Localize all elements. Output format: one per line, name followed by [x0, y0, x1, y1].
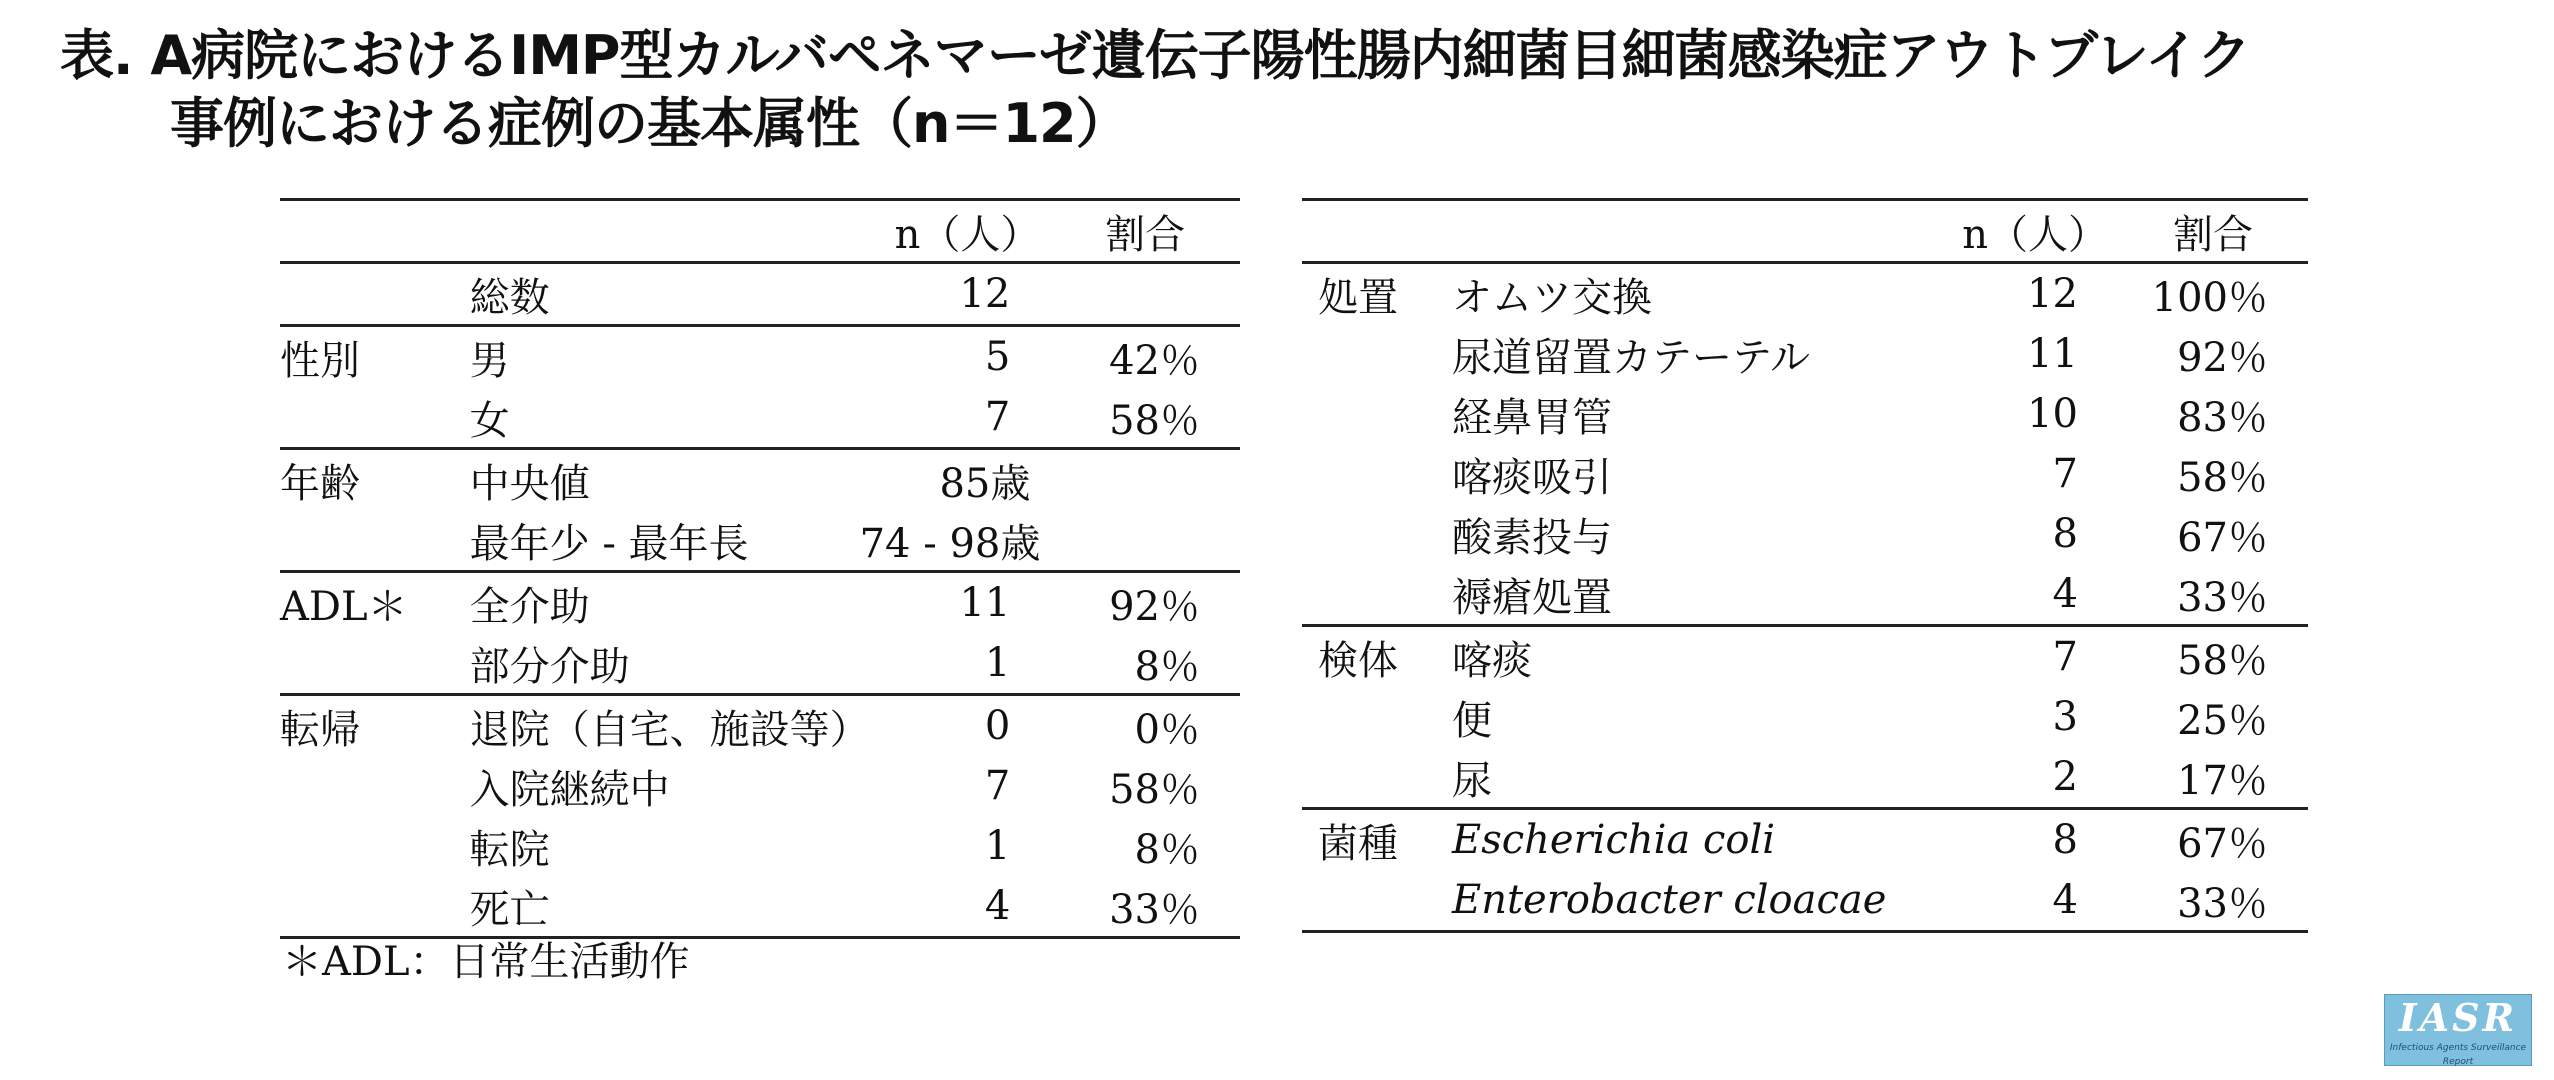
header-percent: 割合 — [2118, 200, 2308, 263]
row-n: 0 — [984, 703, 1011, 749]
row-percent: 58％ — [1050, 387, 1240, 449]
row-percent: 33％ — [2118, 564, 2308, 626]
row-label: 中央値 — [469, 460, 590, 507]
row-label: 男 — [469, 337, 510, 384]
row-percent: 58％ — [1109, 766, 1200, 813]
table-row — [280, 695, 1240, 757]
row-label: 退院（自宅、施設等） — [469, 706, 870, 753]
footnote: ＊ADL：日常生活動作 — [282, 939, 690, 985]
table-row — [280, 449, 1240, 511]
iasr-logo — [2384, 994, 2532, 1066]
header-percent: 割合 — [1050, 200, 1240, 263]
table-row — [280, 816, 1240, 876]
table-row — [280, 756, 1240, 816]
row-n: 4 — [1938, 564, 2118, 626]
row-n: 12 — [2027, 271, 2078, 317]
row-label: 死亡 — [470, 876, 870, 938]
title-line-1: 表. A病院におけるIMP型カルバペネマーゼ遺伝子陽性腸内細菌目細菌感染症アウトブレイク — [60, 24, 2251, 87]
logo-text: IASR — [2398, 995, 2518, 1040]
row-percent: 8％ — [1134, 826, 1200, 873]
table-row — [1302, 504, 2308, 564]
row-percent: 33％ — [1050, 876, 1240, 938]
row-percent: 0％ — [1134, 706, 1200, 753]
row-n: 7 — [2052, 451, 2078, 497]
row-n: 11 — [2027, 331, 2078, 377]
group-label: 処置 — [1318, 274, 1398, 321]
row-n: 4 — [1938, 870, 2118, 932]
patient-attributes-table — [280, 198, 1240, 939]
row-percent: 17％ — [2118, 747, 2308, 809]
header-n: n（人） — [870, 200, 1051, 263]
row-label: 部分介助 — [470, 633, 870, 695]
row-n: 2 — [1938, 747, 2118, 809]
group-label: 菌種 — [1318, 820, 1398, 867]
row-percent: 67％ — [2177, 820, 2268, 867]
row-n: 7 — [984, 763, 1011, 809]
row-n: 1 — [984, 823, 1011, 869]
row-percent: 58％ — [2177, 637, 2268, 684]
row-n: 1 — [870, 633, 1051, 695]
table-row — [1302, 870, 2308, 932]
row-label: 尿道留置カテーテル — [1452, 334, 1810, 381]
row-percent: 83％ — [2177, 394, 2268, 441]
table-row — [1302, 809, 2308, 871]
row-percent: 42％ — [1109, 337, 1200, 384]
row-value: 74 - 98歳 — [860, 510, 1041, 572]
row-n: 3 — [2052, 694, 2078, 740]
row-n: 7 — [870, 387, 1051, 449]
table-title — [60, 22, 2520, 158]
row-percent: 100％ — [2151, 274, 2268, 321]
row-percent: 92％ — [2177, 334, 2268, 381]
group-label: 性別 — [280, 337, 360, 384]
row-label: Escherichia coli — [1452, 817, 1776, 863]
treatment-specimen-table — [1302, 198, 2308, 933]
row-label: 尿 — [1452, 747, 1938, 809]
row-percent: 33％ — [2118, 870, 2308, 932]
group-label: ADL＊ — [280, 583, 408, 630]
row-label: 全介助 — [469, 583, 590, 630]
table-row — [1302, 384, 2308, 444]
row-label: 入院継続中 — [469, 766, 670, 813]
table-row — [280, 326, 1240, 388]
table-row — [1302, 626, 2308, 688]
row-label: 最年少 - 最年長 — [470, 510, 870, 572]
row-n: 10 — [2027, 391, 2078, 437]
row-n: 12 — [870, 263, 1051, 326]
table-row — [280, 387, 1240, 449]
group-label: 転帰 — [280, 706, 360, 753]
row-label: 転院 — [469, 826, 550, 873]
group-label: 年齢 — [280, 460, 360, 507]
table-row — [1302, 263, 2308, 325]
row-label: 総数 — [470, 263, 870, 326]
header-n: n（人） — [1938, 200, 2118, 263]
row-value: 85歳 — [939, 460, 1031, 507]
row-n: 7 — [2052, 634, 2078, 680]
row-label: 便 — [1452, 697, 1492, 744]
row-n: 11 — [959, 580, 1011, 626]
table-row — [280, 510, 1240, 572]
table-row — [280, 876, 1240, 938]
table-row — [280, 633, 1240, 695]
table-row — [1302, 747, 2308, 809]
row-percent: 92％ — [1109, 583, 1200, 630]
row-n: 8 — [2052, 511, 2078, 557]
row-label: 経鼻胃管 — [1452, 394, 1612, 441]
table-row — [1302, 444, 2308, 504]
row-label: Enterobacter cloacae — [1452, 870, 1938, 932]
table-row — [1302, 564, 2308, 626]
row-percent: 67％ — [2177, 514, 2268, 561]
row-label: 女 — [470, 387, 870, 449]
row-percent: 58％ — [2177, 454, 2268, 501]
row-label: 喀痰吸引 — [1452, 454, 1612, 501]
row-n: 4 — [870, 876, 1051, 938]
row-n: 5 — [984, 334, 1011, 380]
table-row — [280, 572, 1240, 634]
row-label: 酸素投与 — [1452, 514, 1612, 561]
row-percent: 25％ — [2177, 697, 2268, 744]
row-n: 8 — [2052, 817, 2078, 863]
table-row — [1302, 687, 2308, 747]
row-label: 喀痰 — [1452, 637, 1532, 684]
row-label: 褥瘡処置 — [1452, 564, 1938, 626]
logo-subtext: Infectious Agents Surveillance Report — [2389, 1043, 2527, 1067]
row-label: オムツ交換 — [1452, 274, 1652, 321]
table-row — [280, 263, 1240, 326]
title-line-2: 事例における症例の基本属性（n＝12） — [170, 92, 1129, 155]
table-row — [1302, 324, 2308, 384]
group-label: 検体 — [1318, 637, 1398, 684]
row-percent: 8％ — [1050, 633, 1240, 695]
